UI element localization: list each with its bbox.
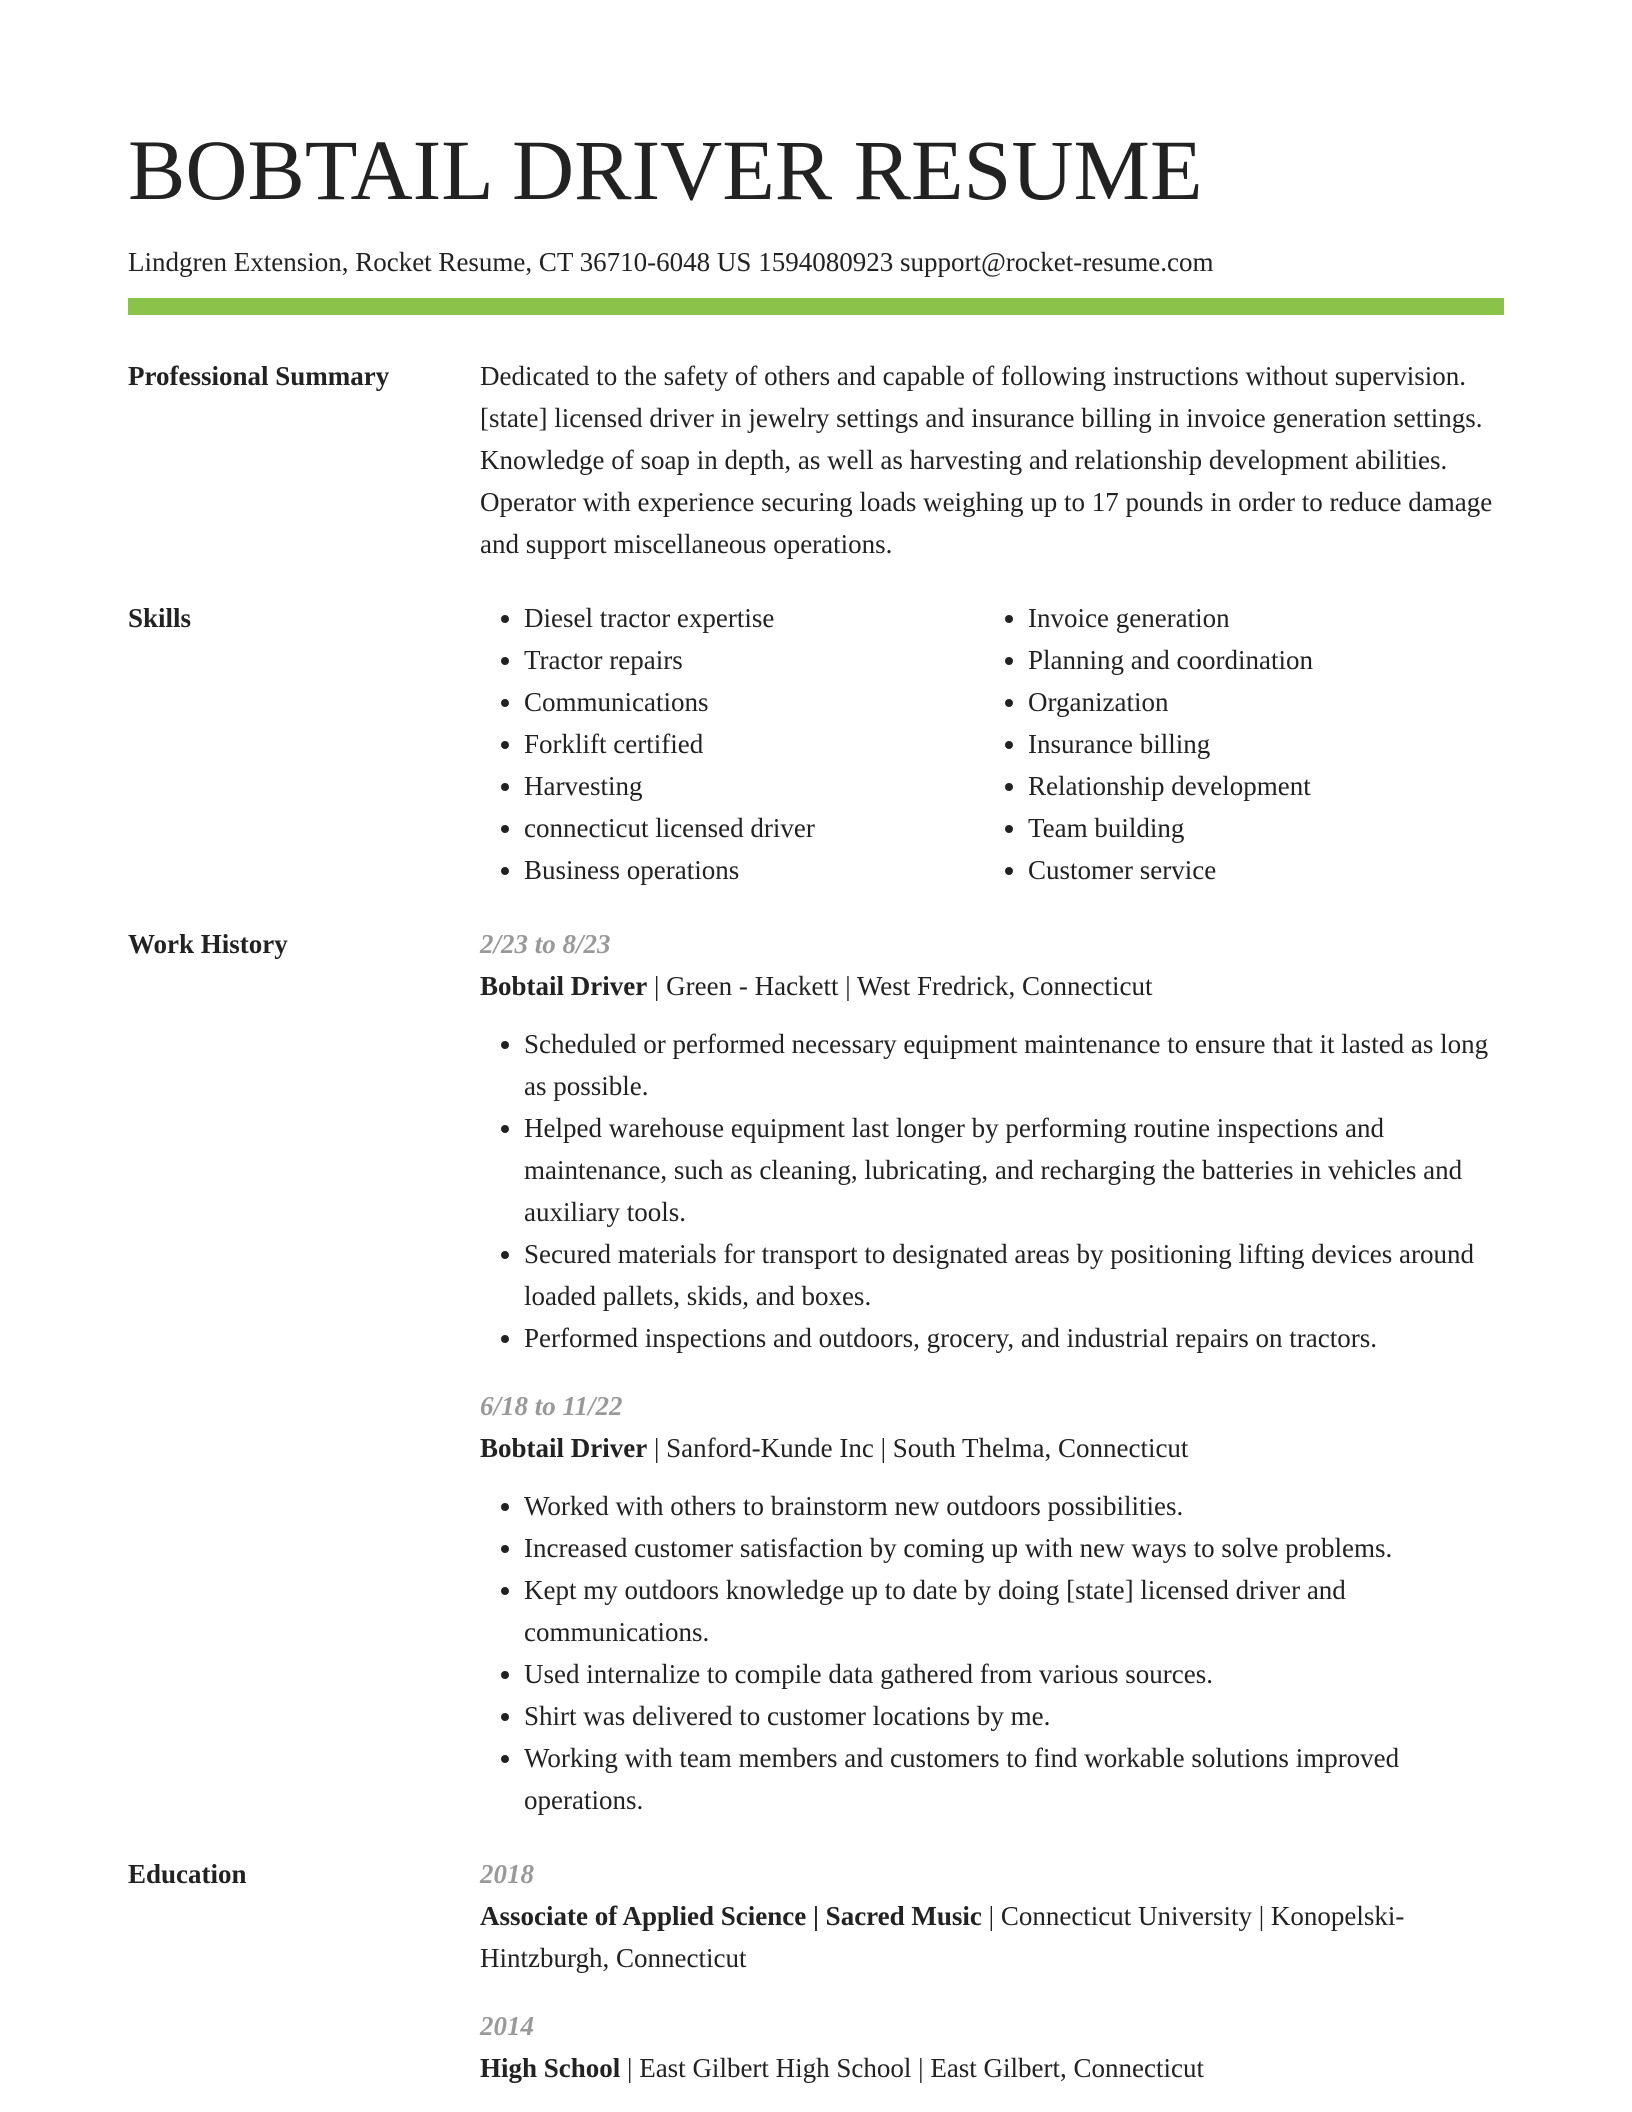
summary-section [128,355,1504,565]
summary-text: Dedicated to the safety of others and capable of following instructions without supervision. [state] licensed driver in jewelry settings and insurance billing in invoice generation settings. Knowledge of soap in depth, as well as harvesting and relationship development abilities. Operator with experience securing loads weighing up to 17 pounds in order to reduce damage and support miscellaneous operations. [480,361,1493,559]
skill-item: • Customer service [1028,849,1488,891]
skill-item: • Organization [1028,681,1488,723]
education-line [480,1895,1504,1979]
skill-item: • Tractor repairs [524,639,984,681]
job-entry [480,1385,1504,1821]
skill-item: • Team building [1028,807,1488,849]
section-label: Skills [128,603,192,633]
section-label: Work History [128,929,288,959]
education-details: | Connecticut University | Konopelski-Hintzburgh, Connecticut [480,1901,1405,1973]
education-degree: High School [480,2053,621,2083]
skill-item: • Planning and coordination [1028,639,1488,681]
education-entry [480,2005,1504,2089]
education-degree: Associate of Applied Science | Sacred Music [480,1901,982,1931]
skill-item: • Diesel tractor expertise [524,597,984,639]
job-bullet: • Shirt was delivered to customer locations by me. [524,1695,1504,1737]
education-entry [480,1853,1504,1979]
job-bullet: • Scheduled or performed necessary equipment maintenance to ensure that it lasted as long as possible. [524,1023,1504,1107]
education-details: | East Gilbert High School | East Gilbert, Connecticut [620,2053,1205,2083]
job-bullet: • Secured materials for transport to designated areas by positioning lifting devices around loaded pallets, skids, and boxes. [524,1233,1504,1317]
section-label: Professional Summary [128,361,390,391]
job-bullet: • Kept my outdoors knowledge up to date by doing [state] licensed driver and communications. [524,1569,1504,1653]
job-bullet: • Working with team members and customers to find workable solutions improved operations. [524,1737,1504,1821]
section-body [480,355,1504,565]
skill-item: • Harvesting [524,765,984,807]
job-entry [480,923,1504,1359]
job-role-line [480,1427,1504,1469]
section-label: Education [128,1859,247,1889]
skill-item: • Insurance billing [1028,723,1488,765]
job-bullet: • Worked with others to brainstorm new outdoors possibilities. [524,1485,1504,1527]
education-section [128,1853,1504,2089]
skill-item: • Business operations [524,849,984,891]
job-details: | Green - Hackett | West Fredrick, Connecticut [647,971,1153,1001]
education-line [480,2047,1504,2089]
skill-item: • Forklift certified [524,723,984,765]
job-bullets [480,1485,1504,1821]
skill-item: • Relationship development [1028,765,1488,807]
contact-line: Lindgren Extension, Rocket Resume, CT 36710-6048 US 1594080923 support@rocket-resume.com [128,247,1214,277]
education-entries [480,1853,1504,2089]
job-role-line [480,965,1504,1007]
education-year: 2018 [480,1859,534,1889]
resume-sections [128,355,1504,2089]
skills-list-left [480,597,984,891]
skill-item: • Invoice generation [1028,597,1488,639]
job-dates: 2/23 to 8/23 [480,929,611,959]
job-bullet: • Performed inspections and outdoors, grocery, and industrial repairs on tractors. [524,1317,1504,1359]
job-title: Bobtail Driver [480,971,648,1001]
job-bullet: • Used internalize to compile data gathered from various sources. [524,1653,1504,1695]
job-bullets [480,1023,1504,1359]
skill-item: • connecticut licensed driver [524,807,984,849]
job-title: Bobtail Driver [480,1433,648,1463]
job-bullet: • Helped warehouse equipment last longer by performing routine inspections and maintenance, such as cleaning, lubricating, and recharging the batteries in vehicles and auxiliary tools. [524,1107,1504,1233]
job-details: | Sanford-Kunde Inc | South Thelma, Connecticut [647,1433,1189,1463]
skill-item: • Communications [524,681,984,723]
education-year: 2014 [480,2011,534,2041]
job-bullet: • Increased customer satisfaction by coming up with new ways to solve problems. [524,1527,1504,1569]
resume-title: BOBTAIL DRIVER RESUME [128,122,1203,218]
job-dates: 6/18 to 11/22 [480,1391,623,1421]
work-entries [480,923,1504,1821]
skills-section [128,597,1504,891]
accent-rule [128,298,1504,315]
skills-columns [480,597,1504,891]
skills-list-right [984,597,1488,891]
work-section [128,923,1504,1821]
